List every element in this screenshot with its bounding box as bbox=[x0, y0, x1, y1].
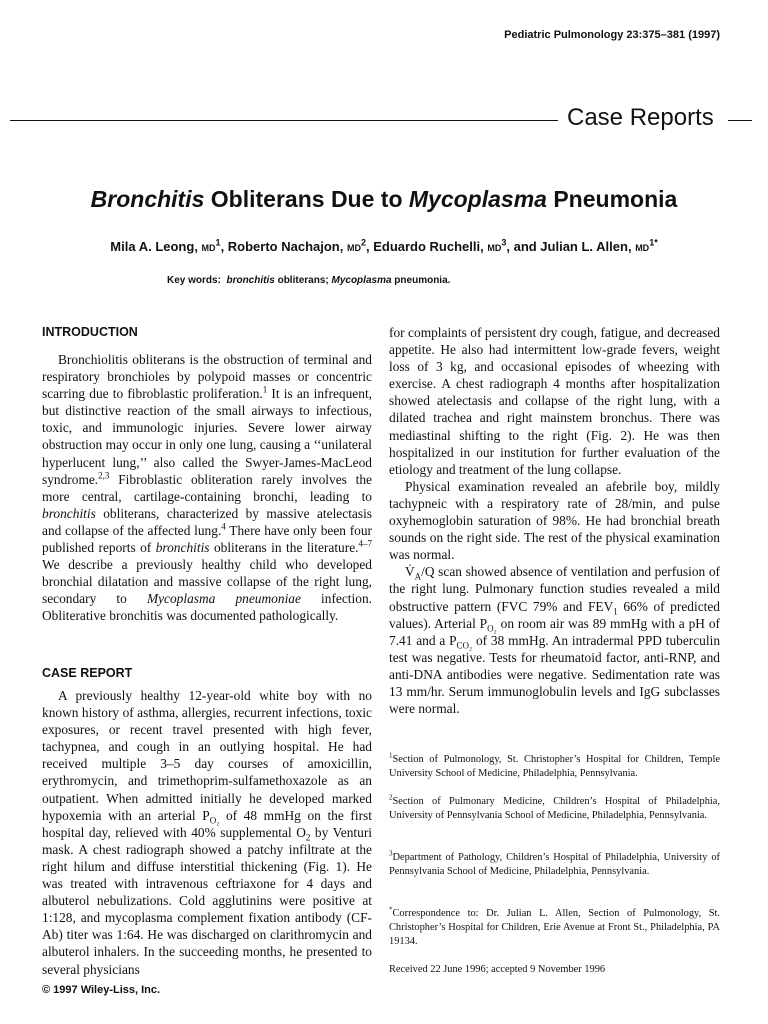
author-degree: MD bbox=[635, 243, 650, 253]
keywords bbox=[167, 275, 450, 286]
subscript: O₂ bbox=[209, 815, 220, 826]
author-affiliation-mark: 1* bbox=[649, 237, 658, 248]
keyword-italic: bronchitis bbox=[226, 275, 275, 286]
journal-citation: Pediatric Pulmonology 23:375–381 (1997) bbox=[504, 29, 720, 41]
footnote-text: Correspondence to: Dr. Julian L. Allen, Section of Pulmonology, St. Christopher’s Hospital for Children, Erie Avenue at Front St., Philadelphia, PA 19134. bbox=[389, 908, 720, 948]
keyword-italic: Mycoplasma bbox=[331, 275, 392, 286]
footnote-affiliation-1 bbox=[389, 753, 720, 781]
title-part: Obliterans Due to bbox=[204, 186, 409, 212]
author-degree: MD bbox=[487, 243, 502, 253]
text: of 48 mmHg on the first hospital day, relieved with 40% supplemental O bbox=[42, 807, 372, 840]
author-degree: MD bbox=[346, 243, 361, 253]
text: 66% of predicted values). Arterial P bbox=[389, 598, 720, 631]
ref-mark: 1 bbox=[262, 384, 268, 395]
author-name: , Eduardo Ruchelli, bbox=[365, 239, 488, 254]
author-name: , and Julian L. Allen, bbox=[506, 239, 636, 254]
copyright: © 1997 Wiley-Liss, Inc. bbox=[42, 984, 161, 996]
author-name: , Roberto Nachajon, bbox=[220, 239, 347, 254]
section-rule-left bbox=[10, 120, 558, 121]
case-paragraph: for complaints of persistent dry cough, fatigue, and decreased appetite. He also had intermittent low-grade fevers, weight loss of 3 kg, and occasional episodes of wheezing with exercise. A chest radiograph 4 months after hospitalization showed atelectasis and collapse of the right lung, with a dilated trachea and right mainstem bronchus. There was mediastinal shifting to the right (Fig. 2). He was then hospitalized in our institution for further evaluation of the etiology and treatment of the lung collapse. bbox=[389, 325, 720, 477]
text: obliterans in the literature. bbox=[209, 540, 359, 556]
case-report-body bbox=[42, 687, 372, 978]
footnote-mark: 3 bbox=[389, 849, 393, 858]
title-italic-bronchitis: Bronchitis bbox=[90, 186, 205, 212]
keywords-label: Key words: bbox=[167, 275, 221, 286]
author-degree: MD bbox=[201, 243, 216, 253]
title-part: Pneumonia bbox=[546, 186, 678, 212]
right-column-body bbox=[389, 324, 720, 717]
subscript: O₂ bbox=[487, 623, 497, 634]
footnote-affiliation-3 bbox=[389, 851, 720, 879]
subscript: A bbox=[414, 571, 422, 582]
text: infection. Obliterative bronchitis was documented pathologically. bbox=[42, 591, 372, 624]
footnote-mark: 1 bbox=[389, 751, 393, 760]
text: A previously healthy 12-year-old white boy with no known history of asthma, allergies, recurrent infections, toxic exposures, or recent travel presented with high fever, tachypnea, and cough in an outlying hospital. He had received multiple 3–5 day courses of amoxicillin, erythromycin, and trimethoprim-sulfamethoxazole as an outpatient. When admitted initially he developed marked hypoxemia with an arterial P bbox=[42, 688, 372, 823]
text: Bronchiolitis obliterans is the obstruction of terminal and respiratory bronchioles by polypoid masses or concentric scarring due to fibroblastic proliferation. bbox=[42, 352, 372, 402]
italic-term: bronchitis bbox=[42, 505, 96, 521]
text: by Venturi mask. A chest radiograph showed a patchy infiltrate at the right hilum and diffuse interstitial thickening (Fig. 1). He was treated with intravenous ceftriaxone for 4 days and albuterol nebulizations. Cold agglutinins were positive at 1:128, and mycoplasma complement fixation antibody (CF-Ab) titer was 1:64. He was discharged on clarithromycin and albuterol inhalers. In the succeeding months, he presented to several physicians bbox=[42, 824, 373, 977]
author-affiliation-mark: 2 bbox=[360, 237, 366, 248]
subscript: CO₂ bbox=[456, 640, 473, 651]
ref-mark: 2,3 bbox=[98, 470, 110, 481]
keyword-text: pneumonia. bbox=[391, 275, 451, 286]
author-affiliation-mark: 1 bbox=[215, 237, 221, 248]
text: of 38 mmHg. An intradermal PPD tuberculin test was negative. Tests for rheumatoid factor, anti-RNP, and anti-DNA antibodies were negative. Sedimentation rate was 13 mm/hr. Serum immunoglobulin levels and IgG subclasses were normal. bbox=[389, 632, 721, 717]
intro-paragraph bbox=[42, 351, 372, 625]
text: obliterans, characterized by massive atelectasis and collapse of the affected lung. bbox=[42, 505, 372, 538]
ref-mark: 4 bbox=[221, 521, 226, 532]
text: There have only been four published reports of bbox=[42, 522, 372, 556]
footnote-correspondence bbox=[389, 907, 720, 950]
author-list bbox=[0, 239, 768, 254]
intro-heading: INTRODUCTION bbox=[42, 325, 138, 339]
text: Fibroblastic obliteration rarely involves the more central, cartilage-containing bronchi, leading to bbox=[42, 471, 372, 504]
author-affiliation-mark: 3 bbox=[501, 237, 507, 248]
text: It is an infrequent, but distinctive reaction of the small airways to infectious, toxic, and immunologic injuries. Severe lower airway obstruction may occur in only one lung, causing a ‘‘unilateral hyperlucent lung,’’ also called the Swyer-James-MacLeod syndrome. bbox=[42, 386, 373, 487]
italic-term: Mycoplasma pneumoniae bbox=[146, 591, 301, 607]
title-italic-mycoplasma: Mycoplasma bbox=[408, 186, 547, 212]
text: on room air was 89 mmHg with a pH of 7.41 and a P bbox=[389, 615, 720, 648]
text: V̇ bbox=[405, 564, 415, 580]
case-report-heading: CASE REPORT bbox=[42, 666, 133, 680]
subscript: 1 bbox=[613, 606, 618, 617]
text: We describe a previously healthy child who developed bronchial dilatation and massive collapse of the right lung, secondary to bbox=[42, 557, 372, 607]
subscript: 2 bbox=[305, 832, 311, 843]
ref-mark: 4–7 bbox=[358, 538, 372, 549]
footnote-text: Department of Pathology, Children’s Hospital of Philadelphia, University of Pennsylvania School of Medicine, Philadelphia, Pennsylvania. bbox=[389, 852, 720, 878]
section-label: Case Reports bbox=[567, 104, 714, 131]
author-name: Mila A. Leong, bbox=[110, 239, 202, 254]
italic-term: bronchitis bbox=[155, 540, 210, 556]
case-paragraph: Physical examination revealed an afebrile boy, mildly tachypneic with a respiratory rate of 28/min, and pulse oxyhemoglobin saturation of 98%. He had bronchial breath sounds on the right side. The rest of the physical examination was normal. bbox=[389, 478, 720, 563]
footnote-mark: 2 bbox=[389, 793, 393, 802]
case-paragraph bbox=[389, 563, 720, 717]
text: /Q scan showed absence of ventilation and perfusion of the right lung. Pulmonary function studies revealed a mild obstructive pattern (FVC 79% and FEV bbox=[389, 564, 720, 614]
footnote-mark: * bbox=[389, 905, 393, 914]
intro-body bbox=[42, 351, 372, 625]
article-title bbox=[0, 186, 768, 213]
received-dates: Received 22 June 1996; accepted 9 November 1996 bbox=[389, 964, 606, 975]
case-paragraph bbox=[42, 687, 372, 978]
footnote-text: Section of Pulmonology, St. Christopher’s Hospital for Children, Temple University School of Medicine, Philadelphia, Pennsylvania. bbox=[389, 754, 720, 780]
keyword-text: obliterans; bbox=[274, 275, 332, 286]
footnote-text: Section of Pulmonary Medicine, Children’s Hospital of Philadelphia, University of Pennsylvania School of Medicine, Philadelphia, Pennsylvania. bbox=[389, 796, 720, 822]
section-rule-right bbox=[728, 120, 752, 121]
footnote-affiliation-2 bbox=[389, 795, 720, 823]
